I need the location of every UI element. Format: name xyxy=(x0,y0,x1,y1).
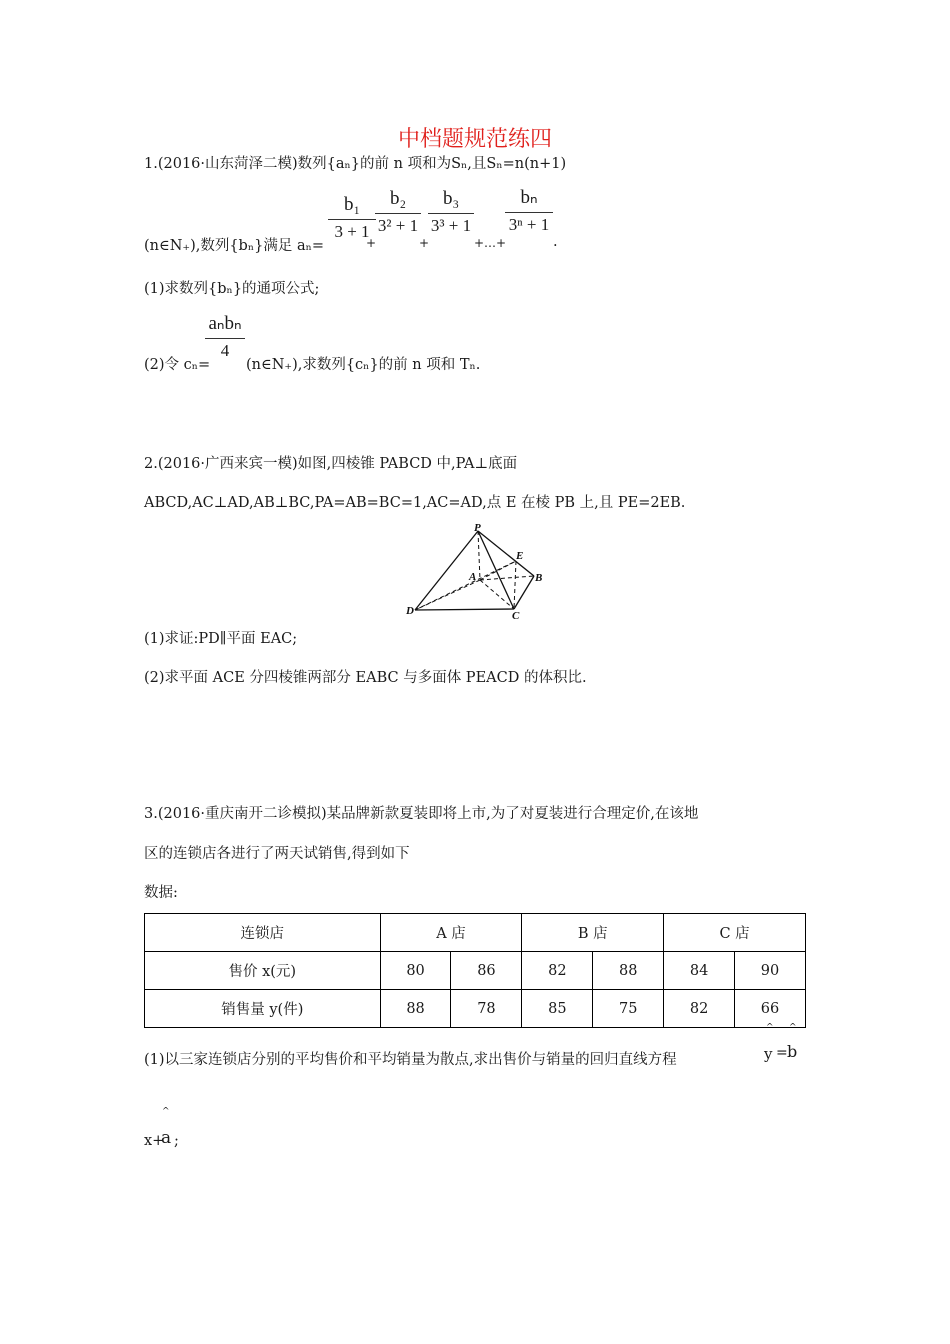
q1-ellipsis: +…+ xyxy=(474,236,507,250)
table-row xyxy=(145,952,806,990)
table-cell: 88 xyxy=(380,990,451,1028)
q1-term-1 xyxy=(328,194,376,242)
sales-table xyxy=(144,913,806,1028)
q1-term-2-num: b₂ xyxy=(375,188,421,214)
page-title: 中档题规范练四 xyxy=(397,127,552,152)
q1-term-3 xyxy=(428,188,474,236)
q1-plus-1: + xyxy=(366,236,377,250)
q1-term-1-den: 3 + 1 xyxy=(334,222,370,241)
q1-part2-den: 4 xyxy=(220,341,230,360)
q3-stem-line2: 区的连锁店各进行了两天试销售,得到如下 xyxy=(144,846,410,862)
label-p: P xyxy=(474,522,481,534)
q1-part2-prefix: (2)令 cₙ= xyxy=(144,357,211,373)
q2-part1: (1)求证:PD∥平面 EAC; xyxy=(144,631,298,647)
eq-end: ; xyxy=(174,1133,179,1149)
eq-x-plus: x+ xyxy=(144,1133,165,1149)
table-cell: 90 xyxy=(735,952,806,990)
q1-stem: 1.(2016·山东菏泽二模)数列{aₙ}的前 n 项和为Sₙ,且Sₙ=n(n+1) xyxy=(144,156,567,172)
label-e: E xyxy=(516,550,524,562)
eq-equals: = xyxy=(776,1045,788,1061)
header-cell: B 店 xyxy=(522,914,664,952)
q1-term-2 xyxy=(375,188,421,236)
table-cell: 78 xyxy=(451,990,522,1028)
q1-term-3-den: 3³ + 1 xyxy=(430,216,472,235)
eq-a: a xyxy=(161,1128,172,1148)
y-hat-mark: ^ xyxy=(766,1023,774,1033)
q1-term-n-den: 3ⁿ + 1 xyxy=(508,215,550,234)
header-cell: 连锁店 xyxy=(145,914,381,952)
table-cell: 82 xyxy=(522,952,593,990)
q1-term-1-num: b₁ xyxy=(328,194,376,220)
table-cell: 82 xyxy=(664,990,735,1028)
q1-plus-2: + xyxy=(419,236,430,250)
q3-stem-line1: 3.(2016·重庆南开二诊模拟)某品牌新款夏装即将上市,为了对夏装进行合理定价,在该地 xyxy=(144,806,699,822)
label-d: D xyxy=(406,605,414,617)
q2-stem-line2: ABCD,AC⊥AD,AB⊥BC,PA=AB=BC=1,AC=AD,点 E 在棱 PB 上,且 PE=2EB. xyxy=(144,495,686,511)
table-cell: 66 xyxy=(735,990,806,1028)
q1-part2-num: aₙbₙ xyxy=(205,312,245,339)
eq-y: y xyxy=(764,1045,773,1063)
q1-end: . xyxy=(553,234,558,250)
table-row xyxy=(145,990,806,1028)
q2-stem-line1: 2.(2016·广西来宾一模)如图,四棱锥 PABCD 中,PA⊥底面 xyxy=(144,456,518,472)
q1-line2: (n∈N₊),数列{bₙ}满足 aₙ= xyxy=(144,238,325,254)
table-cell: 80 xyxy=(380,952,451,990)
label-c: C xyxy=(512,610,520,622)
a-hat-mark: ^ xyxy=(162,1107,170,1117)
q3-part1: (1)以三家连锁店分别的平均售价和平均销量为散点,求出售价与销量的回归直线方程 xyxy=(144,1052,677,1068)
header-cell: A 店 xyxy=(380,914,522,952)
table-header-row xyxy=(145,914,806,952)
header-cell: C 店 xyxy=(664,914,806,952)
q1-part1: (1)求数列{bₙ}的通项公式; xyxy=(144,281,320,297)
q1-part2-suffix: (n∈N₊),求数列{cₙ}的前 n 项和 Tₙ. xyxy=(246,357,481,373)
row-label: 销售量 y(件) xyxy=(145,990,381,1028)
label-a: A xyxy=(469,571,477,583)
table-cell: 86 xyxy=(451,952,522,990)
table-cell: 88 xyxy=(593,952,664,990)
q1-part2-fraction xyxy=(205,312,245,361)
eq-b: b xyxy=(787,1042,798,1061)
q3-stem-line3: 数据: xyxy=(144,885,178,901)
label-b: B xyxy=(535,572,543,584)
table-cell: 84 xyxy=(664,952,735,990)
q1-term-n xyxy=(505,186,553,235)
q1-term-3-num: b₃ xyxy=(428,188,474,214)
row-label: 售价 x(元) xyxy=(145,952,381,990)
q1-term-2-den: 3² + 1 xyxy=(377,216,419,235)
q2-part2: (2)求平面 ACE 分四棱锥两部分 EABC 与多面体 PEACD 的体积比. xyxy=(144,670,587,686)
q1-term-n-num: bₙ xyxy=(505,186,553,213)
pyramid-figure xyxy=(398,522,558,622)
table-cell: 75 xyxy=(593,990,664,1028)
b-hat-mark: ^ xyxy=(789,1023,797,1033)
table-cell: 85 xyxy=(522,990,593,1028)
